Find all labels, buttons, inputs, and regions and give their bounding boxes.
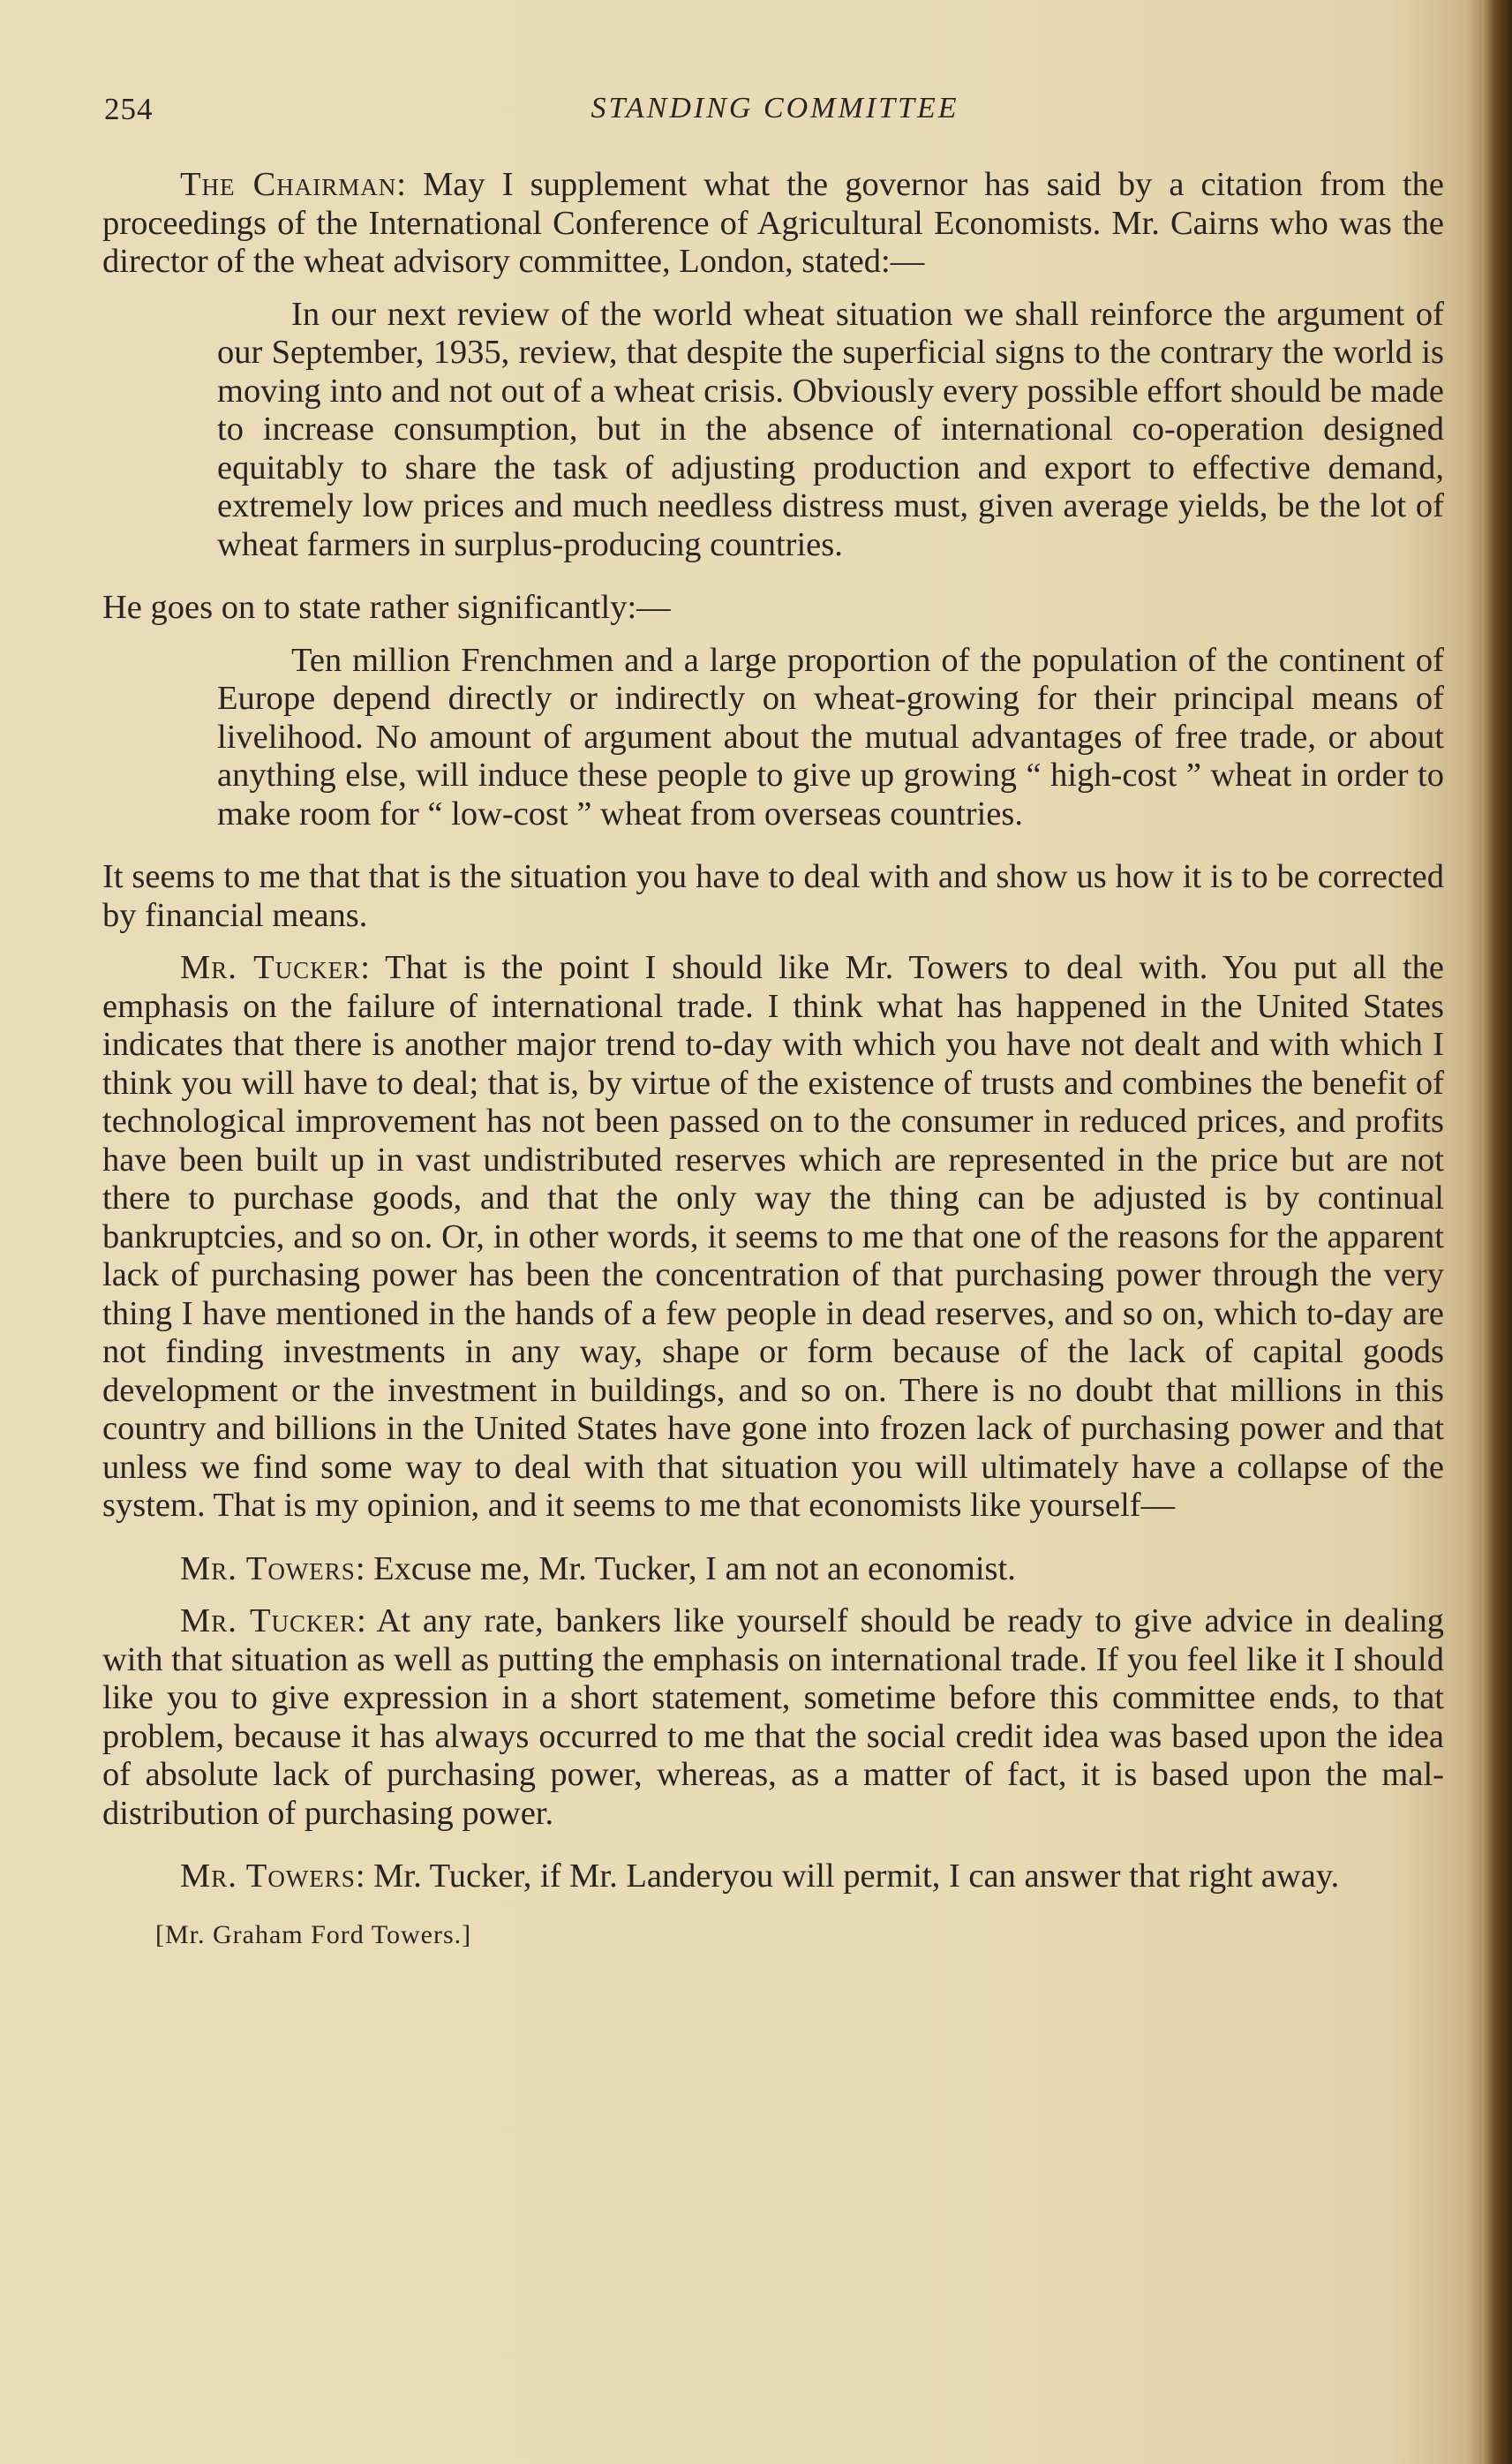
speaker-footnote: [Mr. Graham Ford Towers.] (155, 1919, 472, 1949)
speaker-name: Mr. Tucker (180, 949, 361, 986)
block-quote: Ten million Frenchmen and a large proportion of the population of the continent of Europe depend directly or indirectly on wheat-growing for their principal means of livelihood. No amount of argument about the mutual advantages of free trade, or about anything else, will induce these people to give up growing “ high-cost ” wheat in order to make room for “ low-cost ” wheat from overseas countries. (217, 641, 1444, 833)
paragraph-tucker (102, 949, 1444, 1526)
paragraph-text: That is the point I should like Mr. Towers to deal with. You put all the emphasis on the failure of international trade. I think what has happened in the United States indicates that there is another major trend to-day with which you have not dealt and with which I think you will have to deal; that is, by virtue of the existence of trusts and combines the benefit of technological improvement has not been passed on to the consumer in reduced prices, and profits have been built up in vast undistributed reserves which are represented in the price but are not there to purchase goods, and that the only way the thing can be adjusted is by continual bankruptcies, and so on. Or, in other words, it seems to me that one of the reasons for the apparent lack of purchasing power has been the concentration of that purchasing power through the very thing I have mentioned in the hands of a few people in dead reserves, and so on, which to-day are not finding investments in any way, shape or form because of the lack of capital goods development or the investment in buildings, and so on. There is no doubt that millions in this country and billions in the United States have gone into frozen lack of purchasing power and that unless we find some way to deal with that situation you will ultimately have a collapse of the system. That is my opinion, and it seems to me that economists like yourself— (102, 949, 1444, 1524)
paragraph: He goes on to state rather significantly:— (102, 589, 671, 626)
book-spine-edge (1482, 0, 1512, 2464)
paragraph-tucker (102, 1602, 1444, 1833)
block-quote: In our next review of the world wheat situation we shall reinforce the argument of our September, 1935, review, that despite the superficial signs to the contrary the world is moving into and not out of a wheat crisis. Obviously every possible effort should be made to increase consumption, but in the absence of international co-operation designed equitably to share the task of adjusting production and export to effective demand, extremely low prices and much needless distress must, given average yields, be the lot of wheat farmers in surplus-producing countries. (217, 295, 1444, 563)
paragraph-text: At any rate, bankers like yourself should be ready to give advice in dealing with that situation as well as putting the emphasis on international trade. If you feel like it I should like you to give expression in a short statement, sometime before this committee ends, to that problem, because it has always occurred to me that the social credit idea was based upon the idea of absolute lack of purchasing power, whereas, as a matter of fact, it is based upon the mal-distribution of purchasing power. (102, 1602, 1444, 1832)
paragraph-chairman (102, 166, 1444, 282)
speaker-name: Mr. Towers (180, 1857, 356, 1895)
paragraph-towers (102, 1550, 1444, 1589)
speaker-separator: : (360, 949, 386, 986)
speaker-separator: : (396, 166, 424, 203)
paragraph-text: May I supplement what the governor has said by a citation from the proceedings of the International Conference of Agricultural Economists. Mr. Cairns who was the director of the wheat advisory committee, London, stated:— (102, 166, 1444, 280)
speaker-separator: : (355, 1549, 374, 1587)
running-head: STANDING COMMITTEE (591, 92, 959, 124)
speaker-separator: : (355, 1857, 374, 1895)
page-body (102, 166, 1444, 1954)
speaker-separator: : (357, 1602, 377, 1639)
speaker-name: The Chairman (180, 166, 397, 203)
paragraph: It seems to me that that is the situation you have to deal with and show us how it is to be corrected by financial means. (102, 858, 1444, 934)
speaker-name: Mr. Tucker (180, 1602, 357, 1639)
speaker-name: Mr. Towers (180, 1549, 356, 1587)
page-header (104, 92, 1446, 136)
paragraph-towers (102, 1857, 1444, 1896)
page-number: 254 (104, 92, 154, 126)
paragraph-text: Excuse me, Mr. Tucker, I am not an economist. (373, 1549, 1016, 1587)
paragraph-text: Mr. Tucker, if Mr. Landeryou will permit, I can answer that right away. (373, 1857, 1340, 1895)
